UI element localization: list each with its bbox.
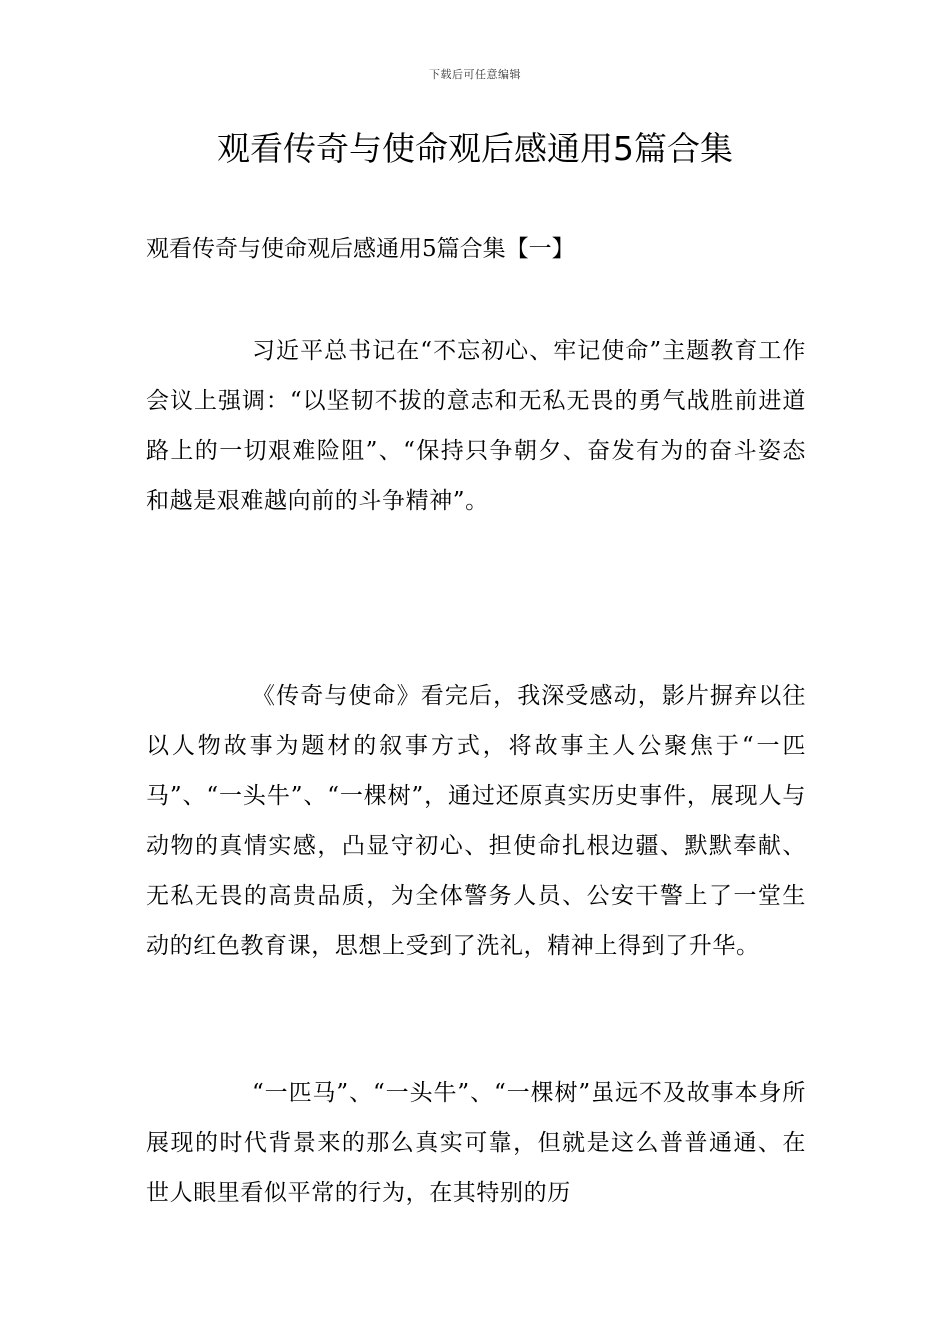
paragraph-3: “一匹马”、“一头牛”、“一棵树”虽远不及故事本身所展现的时代背景来的那么真实可靠，但就是这么普普通通、在世人眼里看似平常的行为，在其特别的历 — [146, 1080, 806, 1206]
document-title: 观看传奇与使命观后感通用5篇合集 — [217, 129, 733, 168]
paragraph-2: 《传奇与使命》看完后，我深受感动，影片摒弃以往以人物故事为题材的叙事方式，将故事主人公聚焦于“一匹马”、“一头牛”、“一棵树”，通过还原真实历史事件，展现人与动物的真情实感，凸显守初心、担使命扎根边疆、默默奉献、无私无畏的高贵品质，为全体警务人员、公安干警上了一堂生动的红色教育课，思想上受到了洗礼，精神上得到了升华。 — [146, 683, 806, 959]
paragraph-1: 习近平总书记在“不忘初心、牢记使命”主题教育工作会议上强调：“以坚韧不拔的意志和无私无畏的勇气战胜前进道路上的一切艰难险阻”、“保持只争朝夕、奋发有为的奋斗姿态和越是艰难越向前的斗争精神”。 — [146, 338, 806, 514]
header-note: 下载后可任意编辑 — [429, 68, 521, 81]
section-heading: 观看传奇与使命观后感通用5篇合集【一】 — [146, 236, 575, 262]
